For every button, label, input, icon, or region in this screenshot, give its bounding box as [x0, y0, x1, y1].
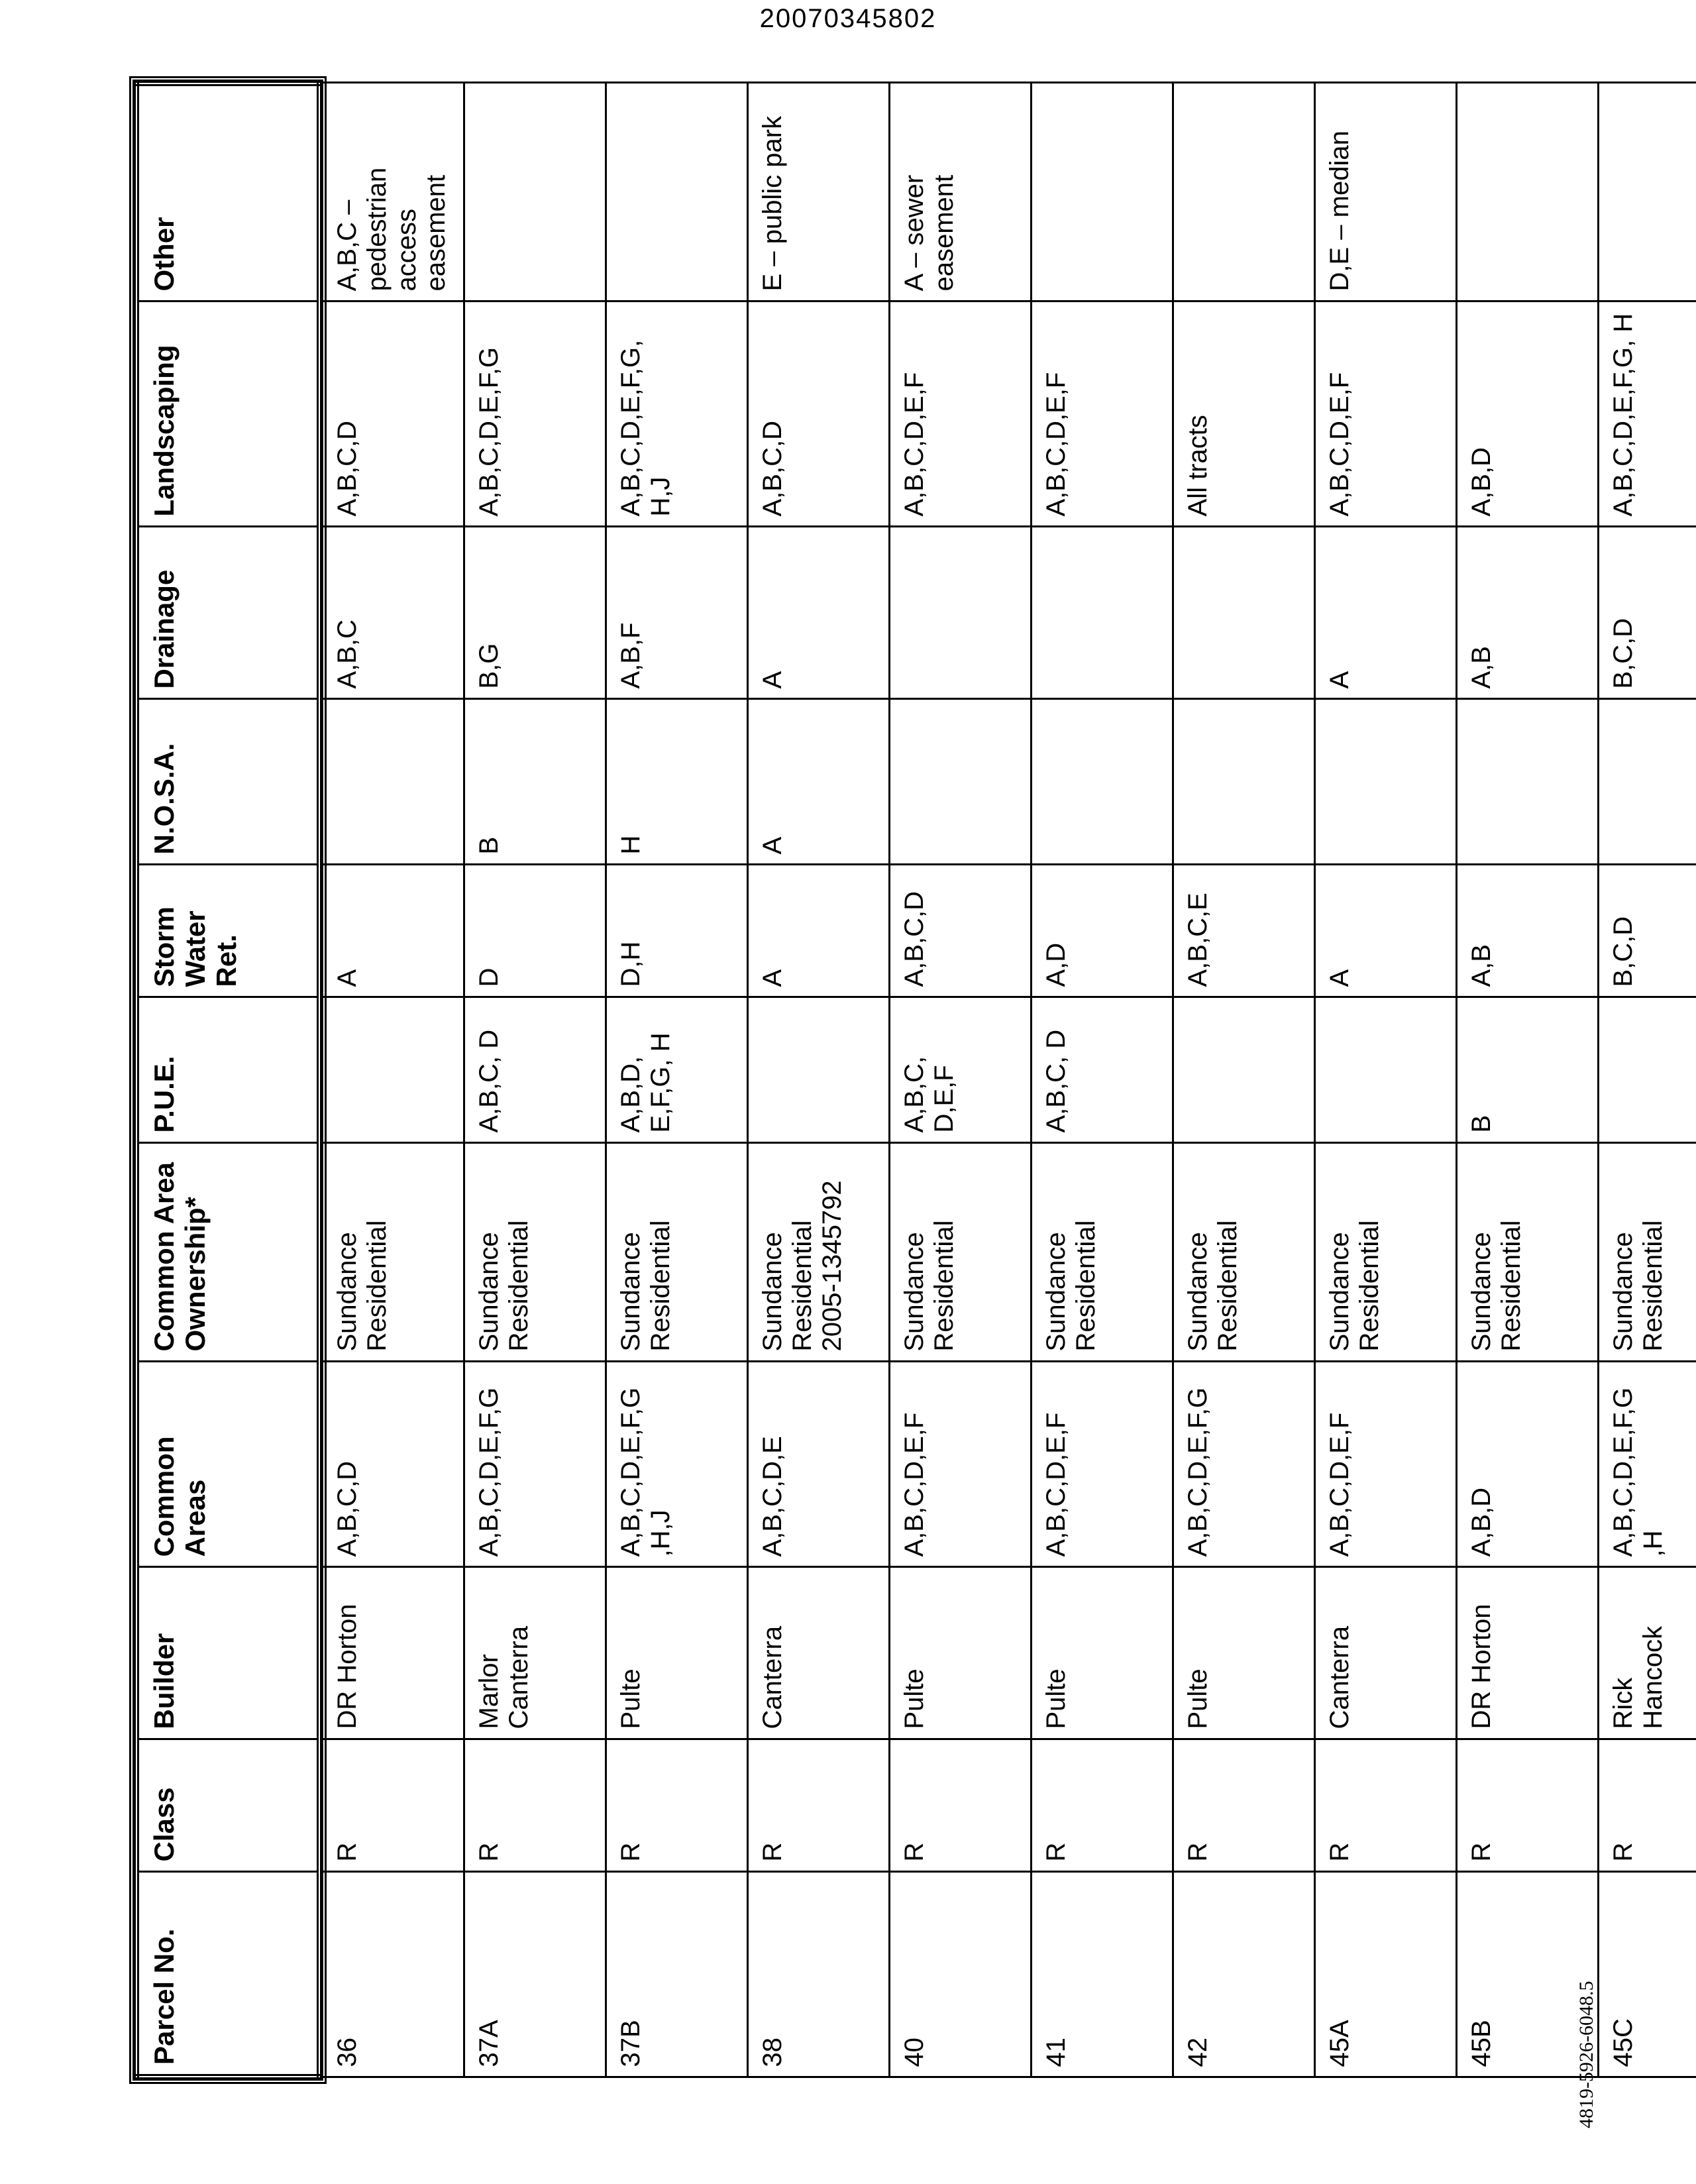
cell-storm-water-ret: A,B — [1457, 865, 1599, 997]
cell-class: R — [890, 1739, 1032, 1872]
cell-common-areas: A,B,C,D,E,F,G — [464, 1362, 606, 1567]
cell-landscaping: All tracts — [1173, 301, 1315, 527]
cell-drainage: A — [748, 527, 890, 699]
cell-other: A – sewer easement — [890, 83, 1032, 301]
cell-other — [1173, 83, 1315, 301]
cell-common-areas: A,B,C,D,E,F — [1315, 1362, 1457, 1567]
cell-builder: DR Horton — [1457, 1567, 1599, 1739]
cell-landscaping: A,B,C,D,E,F,G, H,J — [606, 301, 748, 527]
header-landscaping: Landscaping — [136, 301, 320, 527]
cell-class: R — [748, 1739, 890, 1872]
cell-storm-water-ret: A,B,C,E — [1173, 865, 1315, 997]
header-common-areas: Common Areas — [136, 1362, 320, 1567]
cell-builder: Pulte — [606, 1567, 748, 1739]
cell-parcel-no: 45B — [1457, 1872, 1599, 2077]
cell-other — [1457, 83, 1599, 301]
cell-class: R — [1457, 1739, 1599, 1872]
cell-pue — [1599, 997, 1696, 1143]
cell-storm-water-ret: A,B,C,D — [890, 865, 1032, 997]
cell-common-areas: A,B,C,D,E,F — [890, 1362, 1032, 1567]
cell-nosa: A — [748, 699, 890, 865]
cell-common-areas: A,B,C,D — [320, 1362, 464, 1567]
cell-nosa — [1173, 699, 1315, 865]
cell-landscaping: A,B,C,D,E,F — [890, 301, 1032, 527]
cell-pue: A,B,C, D,E,F — [890, 997, 1032, 1143]
header-pue: P.U.E. — [136, 997, 320, 1143]
cell-storm-water-ret: D — [464, 865, 606, 997]
cell-pue — [320, 997, 464, 1143]
cell-other: E – public park — [748, 83, 890, 301]
cell-nosa — [890, 699, 1032, 865]
cell-common-area-ownership: Sundance Residential — [1457, 1143, 1599, 1362]
cell-nosa — [1032, 699, 1173, 865]
cell-nosa — [1599, 699, 1696, 865]
cell-drainage: A — [1315, 527, 1457, 699]
header-builder: Builder — [136, 1567, 320, 1739]
header-other: Other — [136, 83, 320, 301]
cell-pue: A,B,D, E,F,G, H — [606, 997, 748, 1143]
cell-class: R — [606, 1739, 748, 1872]
header-drainage: Drainage — [136, 527, 320, 699]
cell-drainage: B,C,D — [1599, 527, 1696, 699]
cell-class: R — [1173, 1739, 1315, 1872]
cell-other — [606, 83, 748, 301]
cell-nosa: B — [464, 699, 606, 865]
cell-common-areas: A,B,D — [1457, 1362, 1599, 1567]
cell-class: R — [1315, 1739, 1457, 1872]
cell-nosa — [320, 699, 464, 865]
cell-common-area-ownership: Sundance Residential — [1032, 1143, 1173, 1362]
table-row — [606, 83, 748, 2077]
cell-parcel-no: 42 — [1173, 1872, 1315, 2077]
header-common-area-ownership: Common Area Ownership* — [136, 1143, 320, 1362]
cell-other: D,E – median — [1315, 83, 1457, 301]
footer-document-code: 4819-5926-6048.5 — [1575, 1981, 1597, 2128]
cell-drainage — [1173, 527, 1315, 699]
table-header-row — [136, 83, 320, 2077]
cell-other — [464, 83, 606, 301]
cell-builder: Canterra — [748, 1567, 890, 1739]
header-nosa: N.O.S.A. — [136, 699, 320, 865]
table-row — [1599, 83, 1696, 2077]
cell-pue: B — [1457, 997, 1599, 1143]
cell-landscaping: A,B,D — [1457, 301, 1599, 527]
cell-builder: DR Horton — [320, 1567, 464, 1739]
cell-other — [1032, 83, 1173, 301]
cell-pue — [1173, 997, 1315, 1143]
cell-pue: A,B,C, D — [464, 997, 606, 1143]
cell-nosa — [1315, 699, 1457, 865]
cell-parcel-no: 37A — [464, 1872, 606, 2077]
table-row — [1457, 83, 1599, 2077]
cell-builder: Pulte — [890, 1567, 1032, 1739]
table-row — [1315, 83, 1457, 2077]
cell-common-area-ownership: Sundance Residential — [464, 1143, 606, 1362]
cell-landscaping: A,B,C,D,E,F,G — [464, 301, 606, 527]
cell-common-areas: A,B,C,D,E,F,G — [1173, 1362, 1315, 1567]
cell-landscaping: A,B,C,D,E,F,G, H — [1599, 301, 1696, 527]
cell-other — [1599, 83, 1696, 301]
cell-landscaping: A,B,C,D,E,F — [1315, 301, 1457, 527]
header-parcel-no: Parcel No. — [136, 1872, 320, 2077]
cell-common-area-ownership: Sundance Residential — [1173, 1143, 1315, 1362]
cell-storm-water-ret: D,H — [606, 865, 748, 997]
cell-landscaping: A,B,C,D,E,F — [1032, 301, 1173, 527]
cell-parcel-no: 36 — [320, 1872, 464, 2077]
cell-parcel-no: 40 — [890, 1872, 1032, 2077]
cell-storm-water-ret: A — [320, 865, 464, 997]
cell-pue — [1315, 997, 1457, 1143]
cell-drainage: A,B — [1457, 527, 1599, 699]
cell-other: A,B,C – pedestrian access easement — [320, 83, 464, 301]
header-storm-water-ret: Storm Water Ret. — [136, 865, 320, 997]
table-row — [1032, 83, 1173, 2077]
cell-builder: Pulte — [1032, 1567, 1173, 1739]
cell-class: R — [1599, 1739, 1696, 1872]
cell-parcel-no: 38 — [748, 1872, 890, 2077]
cell-common-area-ownership: Sundance Residential — [606, 1143, 748, 1362]
table-row — [1173, 83, 1315, 2077]
cell-drainage — [890, 527, 1032, 699]
cell-nosa — [1457, 699, 1599, 865]
cell-common-areas: A,B,C,D,E,F,G ,H — [1599, 1362, 1696, 1567]
cell-common-area-ownership: Sundance Residential — [890, 1143, 1032, 1362]
cell-parcel-no: 45A — [1315, 1872, 1457, 2077]
table-row — [464, 83, 606, 2077]
document-number: 20070345802 — [759, 4, 937, 33]
cell-class: R — [1032, 1739, 1173, 1872]
cell-builder: Canterra — [1315, 1567, 1457, 1739]
cell-common-areas: A,B,C,D,E — [748, 1362, 890, 1567]
cell-storm-water-ret: A — [1315, 865, 1457, 997]
cell-common-areas: A,B,C,D,E,F — [1032, 1362, 1173, 1567]
table-row — [748, 83, 890, 2077]
table-body — [320, 83, 1696, 2077]
cell-landscaping: A,B,C,D — [320, 301, 464, 527]
table-row — [320, 83, 464, 2077]
cell-nosa: H — [606, 699, 748, 865]
cell-storm-water-ret: B,C,D — [1599, 865, 1696, 997]
cell-pue: A,B,C, D — [1032, 997, 1173, 1143]
cell-common-area-ownership: Sundance Residential 2005-1345792 — [748, 1143, 890, 1362]
cell-parcel-no: 41 — [1032, 1872, 1173, 2077]
cell-common-area-ownership: Sundance Residential — [320, 1143, 464, 1362]
cell-storm-water-ret: A — [748, 865, 890, 997]
cell-common-areas: A,B,C,D,E,F,G ,H,J — [606, 1362, 748, 1567]
cell-class: R — [320, 1739, 464, 1872]
cell-drainage: A,B,F — [606, 527, 748, 699]
table-row — [890, 83, 1032, 2077]
cell-landscaping: A,B,C,D — [748, 301, 890, 527]
cell-drainage: B,G — [464, 527, 606, 699]
cell-drainage — [1032, 527, 1173, 699]
cell-parcel-no: 45C — [1599, 1872, 1696, 2077]
cell-class: R — [464, 1739, 606, 1872]
header-class: Class — [136, 1739, 320, 1872]
cell-builder: Rick Hancock — [1599, 1567, 1696, 1739]
cell-common-area-ownership: Sundance Residential — [1599, 1143, 1696, 1362]
cell-common-area-ownership: Sundance Residential — [1315, 1143, 1457, 1362]
cell-parcel-no: 37B — [606, 1872, 748, 2077]
cell-pue — [748, 997, 890, 1143]
parcel-table — [132, 80, 1696, 2081]
cell-drainage: A,B,C — [320, 527, 464, 699]
cell-builder: Marlor Canterra — [464, 1567, 606, 1739]
cell-storm-water-ret: A,D — [1032, 865, 1173, 997]
cell-builder: Pulte — [1173, 1567, 1315, 1739]
